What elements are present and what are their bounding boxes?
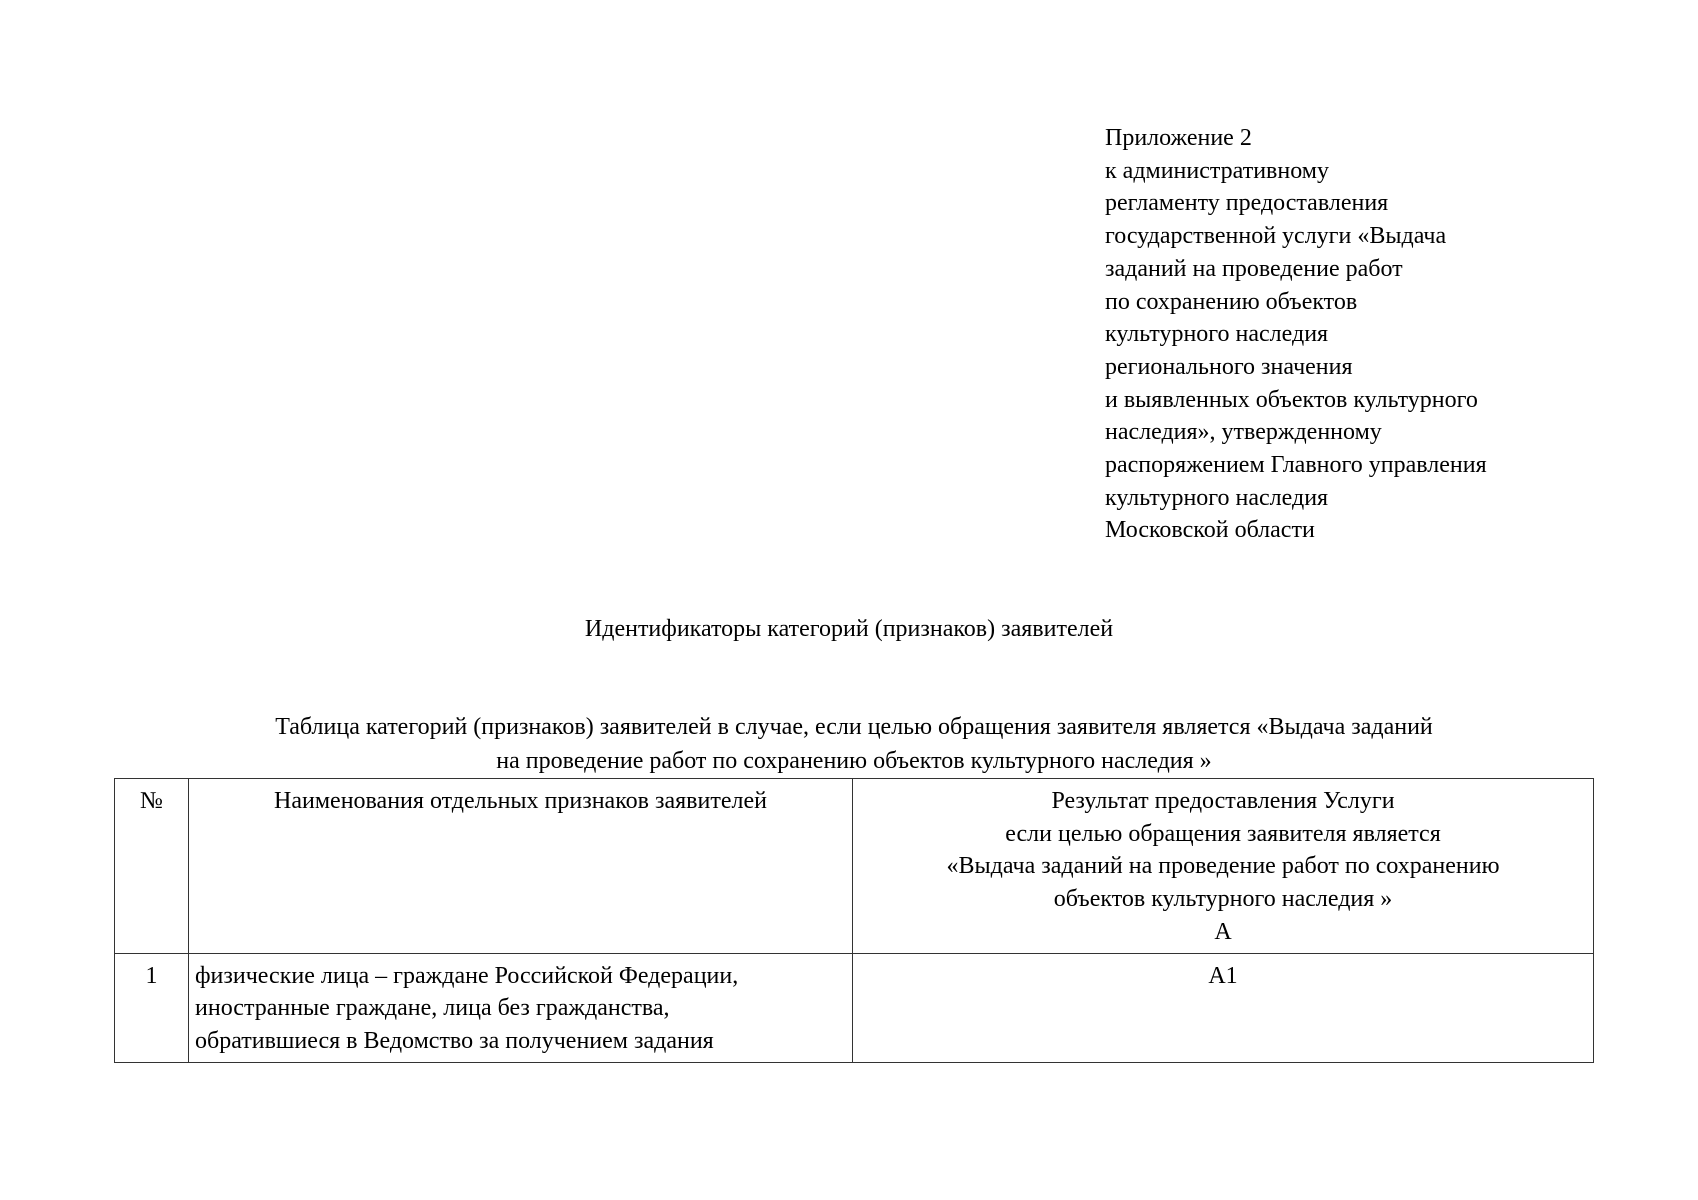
header-cell-name: Наименования отдельных признаков заявителей bbox=[189, 779, 853, 954]
categories-table bbox=[114, 778, 1594, 1063]
appendix-line: культурного наследия bbox=[1105, 321, 1329, 348]
header-result-code: А bbox=[1214, 918, 1232, 945]
header-result-line: «Выдача заданий на проведение работ по сохранению bbox=[946, 853, 1500, 880]
appendix-line: по сохранению объектов bbox=[1105, 288, 1358, 315]
header-cell-result bbox=[853, 779, 1594, 954]
appendix-line: распоряжением Главного управления bbox=[1105, 452, 1487, 479]
appendix-block bbox=[1105, 122, 1625, 547]
header-result-line: если целью обращения заявителя является bbox=[1005, 820, 1441, 847]
row-number-cell: 1 bbox=[115, 953, 189, 1062]
row-result-cell: А1 bbox=[853, 953, 1594, 1062]
appendix-line: культурного наследия bbox=[1105, 484, 1329, 511]
table-header-row bbox=[115, 779, 1594, 954]
appendix-line: государственной услуги «Выдача bbox=[1105, 223, 1447, 250]
row-name-line: обратившиеся в Ведомство за получением задания bbox=[195, 1027, 714, 1054]
document-title: Идентификаторы категорий (признаков) заявителей bbox=[584, 616, 1114, 642]
appendix-line: к административному bbox=[1105, 157, 1329, 184]
appendix-line: и выявленных объектов культурного bbox=[1105, 386, 1478, 413]
header-cell-number: № bbox=[115, 779, 189, 954]
appendix-line: регионального значения bbox=[1105, 353, 1353, 380]
table-caption-line: Таблица категорий (признаков) заявителей в случае, если целью обращения заявителя является «Выдача заданий bbox=[275, 714, 1433, 740]
row-name-line: иностранные граждане, лица без гражданства, bbox=[195, 995, 670, 1022]
appendix-line: Приложение 2 bbox=[1105, 125, 1252, 151]
table-row bbox=[115, 953, 1594, 1062]
appendix-line: регламенту предоставления bbox=[1105, 190, 1389, 217]
row-name-line: физические лица – граждане Российской Федерации, bbox=[195, 962, 739, 989]
appendix-line: Московской области bbox=[1105, 517, 1315, 544]
header-result-line: Результат предоставления Услуги bbox=[1051, 788, 1395, 814]
table-caption bbox=[114, 710, 1594, 778]
header-result-line: объектов культурного наследия » bbox=[1053, 886, 1393, 913]
row-name-cell bbox=[189, 953, 853, 1062]
appendix-line: наследия», утвержденному bbox=[1105, 419, 1382, 446]
appendix-line: заданий на проведение работ bbox=[1105, 255, 1403, 282]
table-caption-line: на проведение работ по сохранению объектов культурного наследия » bbox=[496, 748, 1212, 774]
